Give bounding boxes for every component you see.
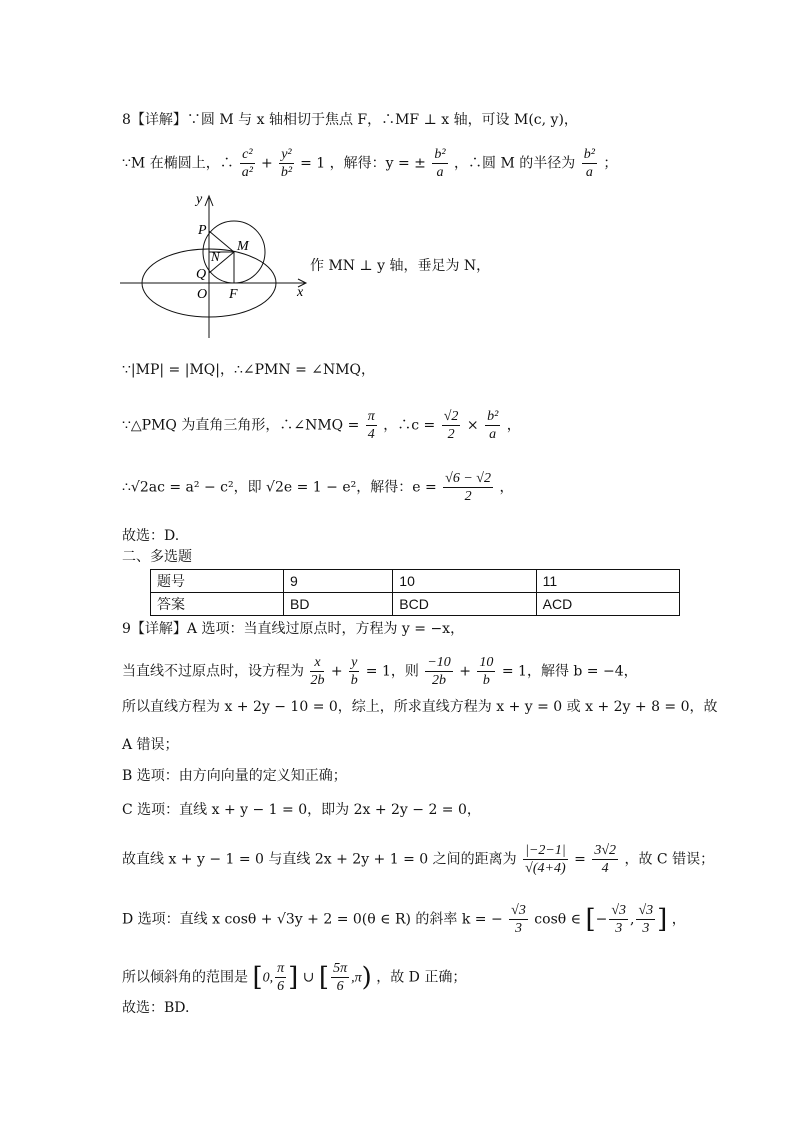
frac-den: a xyxy=(489,427,497,442)
q8-line4 xyxy=(122,408,521,443)
frac-den: 2b xyxy=(310,673,325,688)
frac-den: √(4+4) xyxy=(525,861,566,876)
table-cell: BCD xyxy=(393,593,536,616)
fraction-3r2-4 xyxy=(592,842,618,877)
plus-sign: + xyxy=(261,155,273,172)
table-cell: 题号 xyxy=(151,570,284,593)
fraction-5pi-6 xyxy=(331,960,349,995)
q9-line9-text-b: ，故 D 正确； xyxy=(376,969,467,986)
label-y: y xyxy=(196,192,203,207)
q9-line2-text-b: = 1，则 xyxy=(365,663,419,680)
q9-line8 xyxy=(122,902,686,937)
fraction-y-b xyxy=(349,654,359,689)
fraction-eccentricity xyxy=(443,470,493,505)
bracket-right: ] xyxy=(657,904,668,935)
frac-num: c² xyxy=(242,147,253,162)
frac-num: y² xyxy=(281,147,292,162)
q8-line5-text-b: ， xyxy=(499,479,514,496)
q8-line2 xyxy=(122,146,617,181)
fraction-m10-2b xyxy=(425,654,452,689)
frac-den: 6 xyxy=(336,979,344,994)
q9-line4: A 错误； xyxy=(122,737,179,753)
frac-den: 2 xyxy=(464,489,472,504)
table-cell: 10 xyxy=(393,570,536,593)
q8-line2-text-d: ； xyxy=(603,155,618,172)
frac-num: |−2−1| xyxy=(525,843,566,858)
table-cell: BD xyxy=(284,593,393,616)
fraction-b2-a-radius xyxy=(582,146,597,181)
frac-den: 2b xyxy=(432,673,447,688)
q9-line9-text-a: 所以倾斜角的范围是 xyxy=(122,969,248,986)
q9-line5: B 选项：由方向向量的定义知正确； xyxy=(122,768,347,784)
frac-num: b² xyxy=(434,147,446,162)
fraction-10-b xyxy=(477,654,495,689)
fraction-r2-2 xyxy=(442,408,461,443)
bracket-left: [ xyxy=(585,904,596,935)
frac-num: 3√2 xyxy=(594,843,617,858)
frac-num: −10 xyxy=(427,655,451,670)
answer-table xyxy=(150,569,680,616)
frac-den: b² xyxy=(280,165,293,180)
frac-den: b xyxy=(482,673,490,688)
comma: , xyxy=(630,911,635,928)
bracket-right: ] xyxy=(288,962,299,993)
label-m: M xyxy=(237,239,249,254)
fraction-distance xyxy=(523,842,568,877)
q9-line9 xyxy=(122,960,466,995)
frac-num: y xyxy=(351,655,358,670)
q8-line1: 8【详解】∵圆 M 与 x 轴相切于焦点 F，∴MF ⊥ x 轴，可设 M(c, y)， xyxy=(122,112,578,128)
minus-sign: − xyxy=(595,911,608,928)
frac-den: 6 xyxy=(277,979,285,994)
table-cell: 11 xyxy=(536,570,679,593)
fraction-r3-3-lower xyxy=(609,902,628,937)
q8-line4-text-a: ∵△PMQ 为直角三角形，∴∠NMQ = xyxy=(122,417,360,434)
bracket-left: [ xyxy=(318,962,330,993)
interval-end: ,π xyxy=(351,970,362,986)
frac-num: √3 xyxy=(511,903,526,918)
q9-line8-text-c: ， xyxy=(671,911,686,928)
q9-line6: C 选项：直线 x + y − 1 = 0，即为 2x + 2y − 2 = 0， xyxy=(122,802,481,818)
frac-num: b² xyxy=(583,147,595,162)
section-title: 二、多选题 xyxy=(122,549,192,565)
frac-den: 2 xyxy=(447,427,455,442)
q9-line1: 9【详解】A 选项：当直线过原点时，方程为 y = −x， xyxy=(122,621,465,637)
frac-num: π xyxy=(367,409,375,424)
frac-den: 4 xyxy=(601,861,609,876)
table-row xyxy=(151,593,680,616)
fraction-r3-3-upper xyxy=(636,902,655,937)
q8-line2-text-b: ，解得：y = ± xyxy=(329,155,426,172)
frac-num: x xyxy=(310,654,324,672)
label-f: F xyxy=(229,287,238,302)
q8-line5-text-a: ∴√2ac = a² − c²，即 √2e = 1 − e²，解得：e = xyxy=(122,479,437,496)
fraction-b2-a-c xyxy=(485,408,500,443)
q8-line4-text-b: ，∴c = xyxy=(383,417,436,434)
fraction-r3-3 xyxy=(509,902,528,937)
bracket-left: [ xyxy=(252,962,263,993)
q9-line2-text-a: 当直线不过原点时，设方程为 xyxy=(122,663,304,680)
frac-den: a² xyxy=(241,165,253,180)
label-n: N xyxy=(211,249,220,264)
label-x: x xyxy=(297,285,304,300)
frac-den: 3 xyxy=(515,921,522,936)
q9-line2 xyxy=(122,654,638,689)
frac-den: 3 xyxy=(615,921,623,936)
q8-line5 xyxy=(122,470,513,505)
fraction-x-2b xyxy=(310,654,324,689)
fraction-c2-a2 xyxy=(240,146,254,181)
frac-num: √2 xyxy=(443,409,459,424)
frac-den: 4 xyxy=(367,427,375,442)
frac-num: 5π xyxy=(333,961,348,976)
fraction-pi-6 xyxy=(275,960,286,995)
q9-line7 xyxy=(122,842,714,877)
frac-den: b xyxy=(350,673,358,688)
frac-den: a xyxy=(436,165,444,180)
frac-num: b² xyxy=(487,409,499,424)
table-cell: ACD xyxy=(536,593,679,616)
q8-line4-text-d: ， xyxy=(506,417,521,434)
frac-num: √6 − √2 xyxy=(445,471,491,486)
q9-line8-text-b: cosθ ∈ xyxy=(534,911,581,928)
union-sign: ∪ xyxy=(302,969,315,986)
plus-sign: + xyxy=(330,663,343,680)
q9-line7-text-b: ，故 C 错误； xyxy=(624,851,715,868)
table-row xyxy=(151,570,680,593)
q9-line8-text-a: D 选项：直线 x cosθ + √3y + 2 = 0(θ ∈ R) 的斜率 k = − xyxy=(122,911,503,928)
frac-num: 10 xyxy=(479,655,494,670)
q8-line2-text-a: ∵M 在椭圆上，∴ xyxy=(122,155,234,172)
q9-line3: 所以直线方程为 x + 2y − 10 = 0，综上，所求直线方程为 x + y = 0 或 x + 2y + 8 = 0，故 xyxy=(122,699,718,715)
equals-one: = 1 xyxy=(300,155,326,172)
paren-right: ) xyxy=(361,962,372,993)
fraction-pi-4 xyxy=(366,408,377,443)
q9-line7-text-a: 故直线 x + y − 1 = 0 与直线 2x + 2y + 1 = 0 之间的距离为 xyxy=(122,851,517,868)
table-cell: 答案 xyxy=(151,593,284,616)
interval-start: 0, xyxy=(262,970,274,986)
q8-answer: 故选：D. xyxy=(122,528,180,544)
frac-num: π xyxy=(277,961,285,976)
fraction-b2-a xyxy=(432,146,447,181)
fraction-y2-b2 xyxy=(279,146,293,181)
q8-line2-text-c: ，∴圆 M 的半径为 xyxy=(454,155,576,172)
q9-line2-text-c: = 1，解得 b = −4， xyxy=(501,663,638,680)
label-o: O xyxy=(197,287,208,302)
q9-answer: 故选：BD. xyxy=(122,1000,190,1016)
ellipse-circle-figure xyxy=(120,188,320,340)
figure-caption: 作 MN ⊥ y 轴，垂足为 N， xyxy=(310,258,491,274)
frac-num: √3 xyxy=(638,903,654,918)
frac-den: 3 xyxy=(642,921,650,936)
plus-sign: + xyxy=(459,663,471,680)
q8-line3: ∵|MP| = |MQ|，∴∠PMN = ∠NMQ， xyxy=(122,362,376,378)
label-p: P xyxy=(198,223,207,238)
frac-num: √3 xyxy=(611,903,627,918)
table-cell: 9 xyxy=(284,570,393,593)
equals-sign: = xyxy=(574,851,586,868)
times-sign: × xyxy=(466,417,479,434)
label-q: Q xyxy=(196,267,207,282)
frac-den: a xyxy=(585,165,593,180)
